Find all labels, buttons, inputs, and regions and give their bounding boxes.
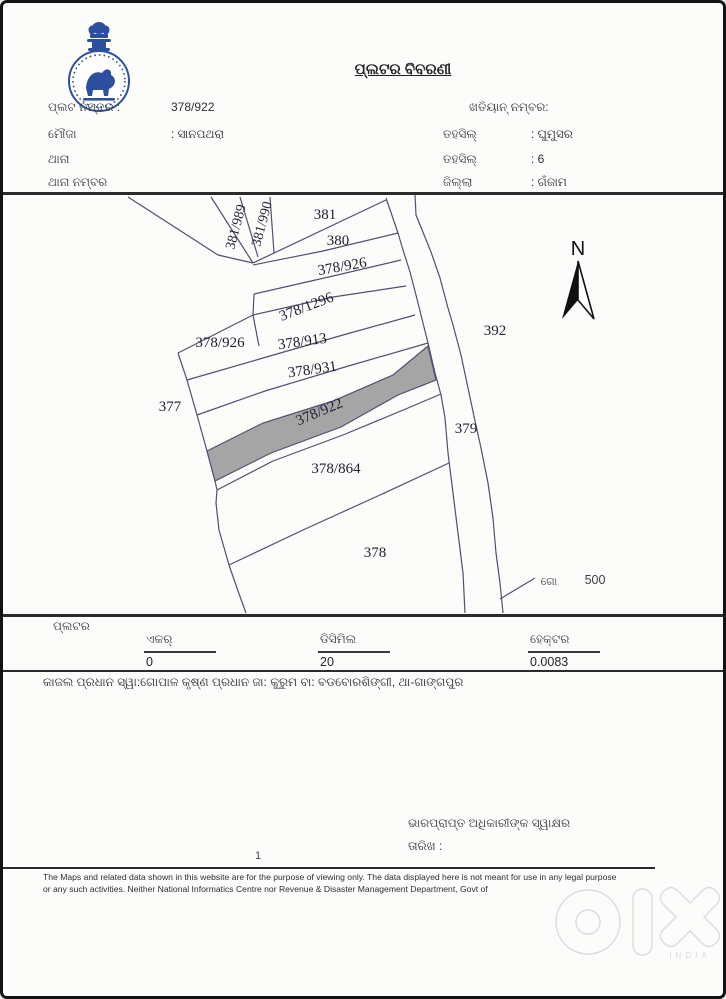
field-plot-number-value: 378/922 [171,100,215,114]
plot-label-392: 392 [483,323,507,339]
area-col-hectare-label: ହେକ୍ଟର [530,632,570,646]
field-mouza-label: ମୌଜା [48,127,77,141]
plot-label-378-926-upper: 378/926 [316,254,368,280]
plot-label-378-922: 378/922 [293,395,346,430]
field-tahasil-label: ତହସିଲ୍ [443,127,477,141]
signature-date-label: ତାରିଖ : [408,839,443,853]
cadastral-map [3,195,726,614]
divider-footer [3,867,655,869]
plot-label-378-1296: 378/1296 [277,289,336,325]
area-col-acre-label: ଏକର୍ [146,632,173,646]
olx-watermark [551,885,726,965]
olx-country-text: INDIA [669,951,711,960]
plot-label-381: 381 [313,207,337,223]
page-title: ପ୍ଲଟର ବିବରଣୀ [354,61,452,78]
field-thana-label: ଥାନା [48,152,70,166]
signature-officer-line: ଭାରପ୍ରାପ୍ତ ଅଧିକାରୀଙ୍କ ସ୍ୱାକ୍ଷର [408,816,571,830]
plot-label-381-990: 381/990 [249,199,276,249]
area-col-decimil-value: 20 [320,655,334,669]
field-khatiyan-label: ଖତିୟାନ୍ ନମ୍ବର: [469,100,549,114]
map-feature-value: 500 [584,573,606,587]
page-number: 1 [255,850,262,862]
field-district-value: : ଗଁଜାମ [531,175,567,189]
field-tahasil-value: : ଘୁମୁସର [531,127,573,141]
field-thana-number-label: ଥାନା ନମ୍ବର [48,175,108,189]
plot-label-378-864: 378/864 [311,461,361,477]
disclaimer-line-1: The Maps and related data shown in this website are for the purpose of viewing only. The data displayed here is not meant for use in any legal purpose [43,872,617,882]
plot-label-377: 377 [158,399,182,415]
area-col-hectare-underline [528,651,600,653]
field-tahasil2-value: : 6 [531,152,545,166]
area-section-label: ପ୍ଲଟର [53,619,90,633]
plot-label-379: 379 [454,421,478,437]
disclaimer-line-2: or any such activities. Neither National Informatics Centre nor Revenue & Disaster Management Department, Govt of [43,883,488,894]
field-tahasil2-label: ତହସିଲ୍ [443,152,477,166]
field-district-label: ଜିଲ୍ଲା [443,175,473,189]
tenant-details-line: କାଜଲ ପ୍ରଧାନ ସ୍ୱା:ଗୋପାଳ କୃଷ୍ଣ ପ୍ରଧାନ ଜା: କୁରୁମ ବା: ବଡବୋରଶିଙ୍ଗୀ, ଥା-ଗାଙ୍ଗପୁର [43,675,464,689]
map-feature-label: ଗୋ [540,576,558,588]
olx-letter-x [661,888,720,947]
field-plot-number-label: ପ୍ଲଟ ନମ୍ବର : [48,100,121,114]
north-arrow-icon [562,238,594,319]
area-col-acre-underline [144,651,216,653]
area-col-decimil-underline [318,651,390,653]
feature-leader-line [500,578,535,599]
divider-map-area [3,614,726,617]
divider-area-tenant [3,670,726,672]
plot-label-378: 378 [363,545,387,561]
area-col-decimil-label: ଡିସିମିଲ [320,632,357,646]
area-col-hectare-value: 0.0083 [530,655,569,669]
olx-letter-o [556,890,620,954]
area-col-acre-value: 0 [146,655,153,669]
plot-label-381-989: 381/989 [223,202,250,252]
svg-text:N: N [570,238,586,260]
plot-label-378-926-left: 378/926 [195,335,245,351]
plot-label-380: 380 [326,233,350,249]
field-mouza-value: : ସାନପଥରା [171,127,224,141]
olx-letter-l [633,889,652,955]
plot-label-378-931: 378/931 [286,358,338,382]
plot-label-378-913: 378/913 [276,330,328,354]
